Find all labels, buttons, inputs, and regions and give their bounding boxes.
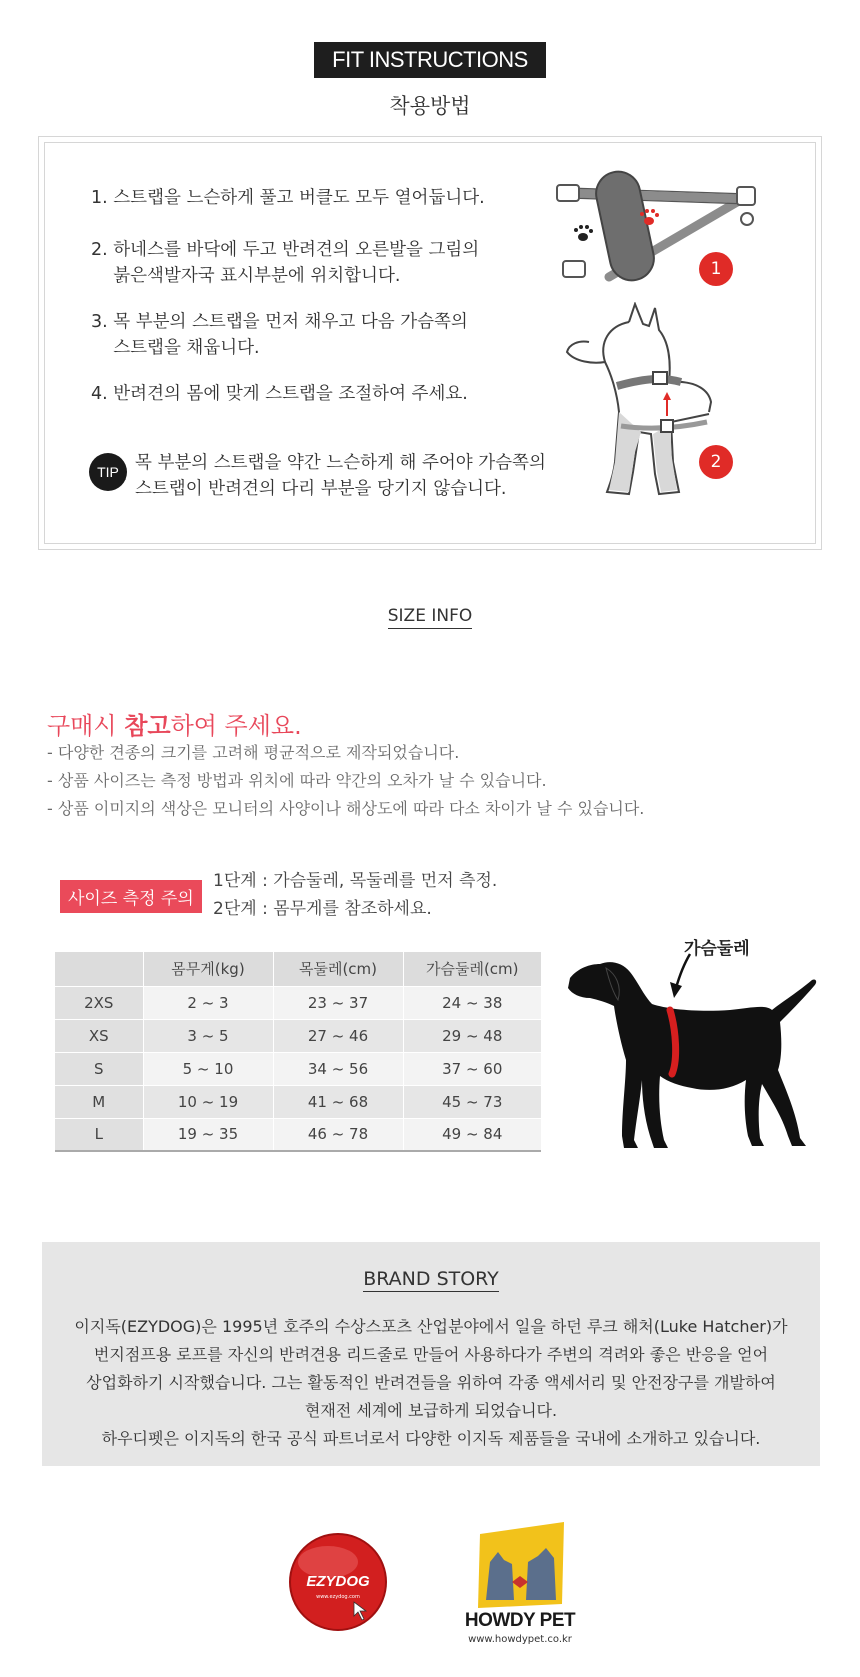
dog-head: [603, 322, 629, 362]
fit-step-3: 3. 목 부분의 스트랩을 먼저 채우고 다음 가슴쪽의 스트랩을 채웁니다.: [91, 312, 468, 358]
size-table-header-weight: 몸무게(kg): [143, 952, 273, 986]
table-cell-size: L: [55, 1118, 143, 1151]
table-cell-chest: 37 ~ 60: [403, 1052, 541, 1085]
table-row: [55, 1085, 541, 1118]
notice-title-c: 하여 주세요.: [170, 712, 302, 740]
size-caution-badge: 사이즈 측정 주의: [60, 880, 202, 913]
brand-story-title-text: BRAND STORY: [363, 1268, 499, 1290]
ezydog-logo-graphic: [288, 1532, 388, 1632]
chest-girth-arrow: [676, 954, 690, 988]
size-table-header-row: [55, 952, 541, 986]
table-cell-size: S: [55, 1052, 143, 1085]
table-cell-neck: 46 ~ 78: [273, 1118, 403, 1151]
fit-header: [0, 42, 860, 120]
dog-silhouette-illustration: [560, 940, 830, 1160]
size-info-title-text: SIZE INFO: [388, 606, 473, 629]
table-row: [55, 1118, 541, 1151]
measure-stage-2: 2단계 : 몸무게를 참조하세요.: [213, 899, 432, 919]
fit-step-1: 1. 스트랩을 느슨하게 풀고 버클도 모두 열어둡니다.: [91, 188, 485, 208]
notice-item-2: - 상품 사이즈는 측정 방법과 위치에 따라 약간의 오차가 날 수 있습니다.: [47, 771, 547, 790]
tip-icon: TIP: [89, 453, 127, 491]
brand-story-line-2: 번지점프용 로프를 자신의 반려견용 리드줄로 만들어 사용하다가 주변의 격려와 좋은 반응을 얻어: [93, 1345, 769, 1364]
size-table-header-size: [55, 952, 143, 986]
dog-harness-illustration: [559, 302, 719, 502]
howdy-pet-name: HOWDY PET: [464, 1610, 576, 1631]
table-cell-chest: 29 ~ 48: [403, 1019, 541, 1052]
table-row: [55, 986, 541, 1019]
dog-silhouette: [568, 962, 816, 1148]
notice-item-1: - 다양한 견종의 크기를 고려해 평균적으로 제작되었습니다.: [47, 743, 460, 762]
brand-story-line-1: 이지독(EZYDOG)은 1995년 호주의 수상스포츠 산업분야에서 일을 하던 루크 해처(Luke Hatcher)가: [74, 1317, 788, 1336]
table-cell-chest: 45 ~ 73: [403, 1085, 541, 1118]
buckle-top: [557, 185, 579, 201]
table-cell-size: 2XS: [55, 986, 143, 1019]
ezydog-logo[interactable]: [288, 1532, 388, 1632]
size-table-header-neck: 목둘레(cm): [273, 952, 403, 986]
table-cell-chest: 24 ~ 38: [403, 986, 541, 1019]
chest-girth-arrow-head: [670, 982, 682, 998]
size-table-header-chest: 가슴둘레(cm): [403, 952, 541, 986]
brand-story-line-5: 하우디펫은 이지독의 한국 공식 파트너로서 다양한 이지독 제품들을 국내에 소개하고 있습니다.: [101, 1429, 761, 1448]
neck-buckle: [653, 372, 667, 384]
howdy-pet-logo-graphic: [460, 1522, 580, 1612]
figure-number-2: 2: [699, 445, 733, 479]
table-cell-size: M: [55, 1085, 143, 1118]
dog-outline: [567, 304, 711, 494]
ezydog-logo-url: www.ezydog.com: [316, 1594, 360, 1600]
size-info-title: [0, 606, 860, 626]
table-cell-weight: 10 ~ 19: [143, 1085, 273, 1118]
chest-buckle: [661, 420, 673, 432]
howdy-pet-url: www.howdypet.co.kr: [468, 1634, 572, 1645]
table-row: [55, 1052, 541, 1085]
notice-title-bold: 참고: [124, 712, 171, 740]
table-cell-chest: 49 ~ 84: [403, 1118, 541, 1151]
fit-step-2: 2. 하네스를 바닥에 두고 반려견의 오른발을 그림의 붉은색발자국 표시부분에 위치합니다.: [91, 240, 480, 286]
table-row: [55, 1019, 541, 1052]
brand-story-title: [42, 1268, 820, 1290]
table-cell-neck: 34 ~ 56: [273, 1052, 403, 1085]
neck-strap: [617, 379, 681, 386]
fit-instructions-box: [38, 136, 822, 550]
harness-illustration: [549, 157, 789, 297]
fit-subtitle: 착용방법: [389, 94, 471, 118]
chest-girth-label: 가슴둘레: [684, 939, 750, 959]
size-table: [55, 952, 541, 1152]
brand-story-section: [42, 1242, 820, 1466]
table-cell-weight: 2 ~ 3: [143, 986, 273, 1019]
harness-chest-pad: [592, 168, 658, 285]
fit-instructions-badge: FIT INSTRUCTIONS: [314, 42, 546, 78]
tip-bubble-tail: [117, 479, 126, 487]
notice-title-a: 구매시: [47, 712, 125, 740]
notice-item-3: - 상품 이미지의 색상은 모니터의 사양이나 해상도에 따라 다소 차이가 날 수 있습니다.: [47, 799, 645, 818]
tip-text: 목 부분의 스트랩을 약간 느슨하게 해 주어야 가슴쪽의 스트랩이 반려견의 다리 부분을 당기지 않습니다.: [135, 453, 546, 499]
d-ring: [741, 213, 753, 225]
buckle-bottom: [563, 261, 585, 277]
table-cell-neck: 41 ~ 68: [273, 1085, 403, 1118]
buckle-right: [737, 187, 755, 205]
figure-number-1: 1: [699, 252, 733, 286]
fit-step-4: 4. 반려견의 몸에 맞게 스트랩을 조절하여 주세요.: [91, 384, 468, 404]
table-cell-size: XS: [55, 1019, 143, 1052]
notice-title: [47, 706, 302, 741]
buckle-arrow-head: [663, 392, 671, 400]
table-cell-weight: 19 ~ 35: [143, 1118, 273, 1151]
howdy-pet-logo[interactable]: [460, 1522, 580, 1652]
table-cell-neck: 23 ~ 37: [273, 986, 403, 1019]
table-cell-neck: 27 ~ 46: [273, 1019, 403, 1052]
brand-story-line-3: 상업화하기 시작했습니다. 그는 활동적인 반려견들을 위하여 각종 액세서리 및 안전장구를 개발하여: [86, 1373, 776, 1392]
table-cell-weight: 5 ~ 10: [143, 1052, 273, 1085]
brand-story-line-4: 현재전 세계에 보급하게 되었습니다.: [304, 1401, 558, 1420]
measure-stage-1: 1단계 : 가슴둘레, 목둘레를 먼저 측정.: [213, 871, 498, 891]
ezydog-logo-word: EZYDOG: [306, 1573, 370, 1590]
table-cell-weight: 3 ~ 5: [143, 1019, 273, 1052]
paw-black-icon: [574, 225, 593, 241]
